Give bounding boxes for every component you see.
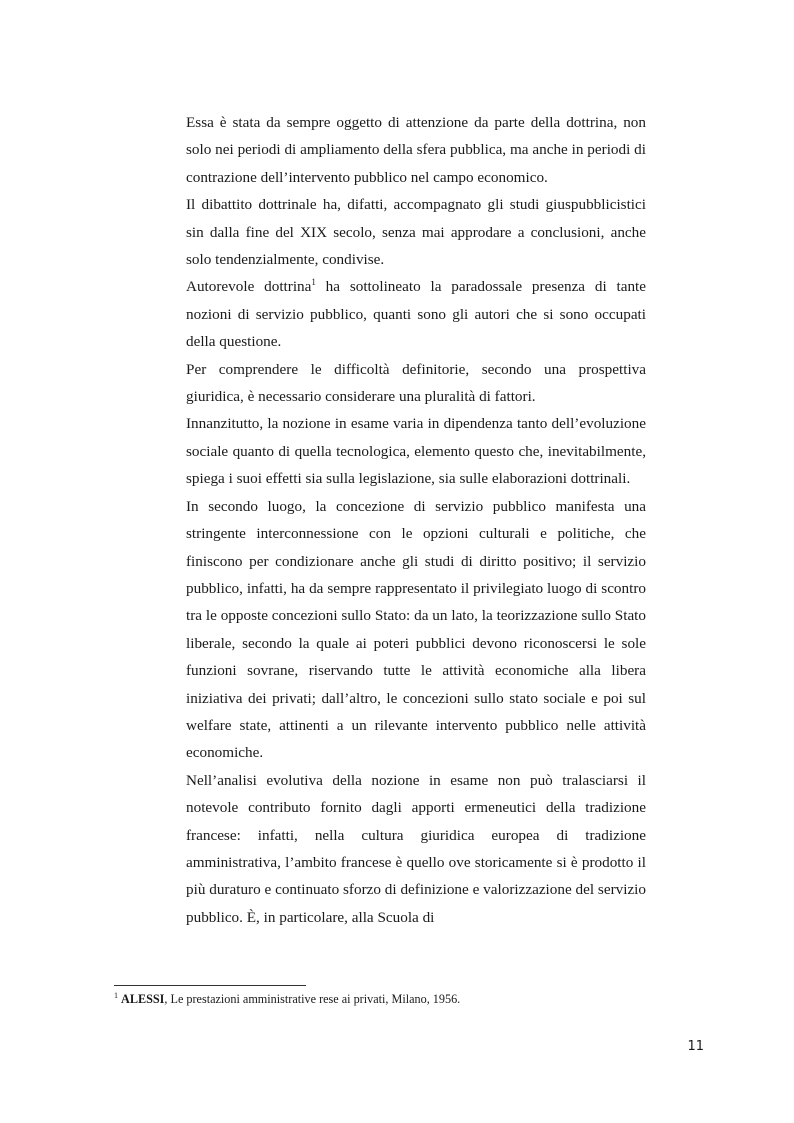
footnote-author: ALESSI [121,992,165,1006]
footnote-separator [114,985,306,986]
paragraph: In secondo luogo, la concezione di servizio pubblico manifesta una stringente interconnessione con le opzioni culturali e politiche, che finiscono per condizionare anche gli studi di diritto positivo; il servizio pubblico, infatti, ha da sempre rappresentato il privilegiato luogo di scontro tra le opposte concezioni sullo Stato: da un lato, la teorizzazione sullo Stato liberale, secondo la quale ai poteri pubblici devono riconoscersi le sole funzioni sovrane, riservando tutte le attività economiche alla libera iniziativa dei privati; dall’altro, le concezioni sullo stato sociale e poi sul welfare state, attinenti a un rilevante intervento pubblico nelle attività economiche. [186,497,646,762]
paragraph-text: Autorevole dottrina [186,278,312,296]
page-number: 11 [687,1039,704,1054]
paragraph: Innanzitutto, la nozione in esame varia in dipendenza tanto dell’evoluzione sociale quanto di quella tecnologica, elemento questo che, inevitabilmente, spiega i suoi effetti sia sulla legislazione, sia sulle elaborazioni dottrinali. [186,415,646,488]
footnote-reference[interactable]: 1 [311,277,316,288]
paragraph: Il dibattito dottrinale ha, difatti, accompagnato gli studi giuspubblicistici sin dalla fine del XIX secolo, senza mai approdare a conclusioni, anche solo tendenzialmente, condivise. [186,196,646,269]
paragraph: Essa è stata da sempre oggetto di attenzione da parte della dottrina, non solo nei periodi di ampliamento della sfera pubblica, ma anche in periodi di contrazione dell’intervento pubblico nel campo economico. [186,114,646,186]
paragraph: Nell’analisi evolutiva della nozione in esame non può tralasciarsi il notevole contributo fornito dagli apporti ermeneutici della tradizione francese: infatti, nella cultura giuridica europea di tradizione amministrativa, l’ambito francese è quello ove storicamente si è prodotto il più duraturo e continuato sforzo di definizione e valorizzazione del servizio pubblico. È, in particolare, alla Scuola di [186,771,646,926]
paragraph-text: ha sottolineato la paradossale presenza di tante nozioni di servizio pubblico, quanti sono gli autori che si sono occupati della questione. [186,278,646,351]
body-text [186,109,646,931]
paragraph: Per comprendere le difficoltà definitorie, secondo una prospettiva giuridica, è necessario considerare una pluralità di fattori. [186,360,646,406]
footnote [114,991,674,1007]
footnote-number: 1 [114,990,118,1000]
footnote-citation: , Le prestazioni amministrative rese ai privati, Milano, 1956. [164,992,461,1006]
paragraph [186,273,646,355]
